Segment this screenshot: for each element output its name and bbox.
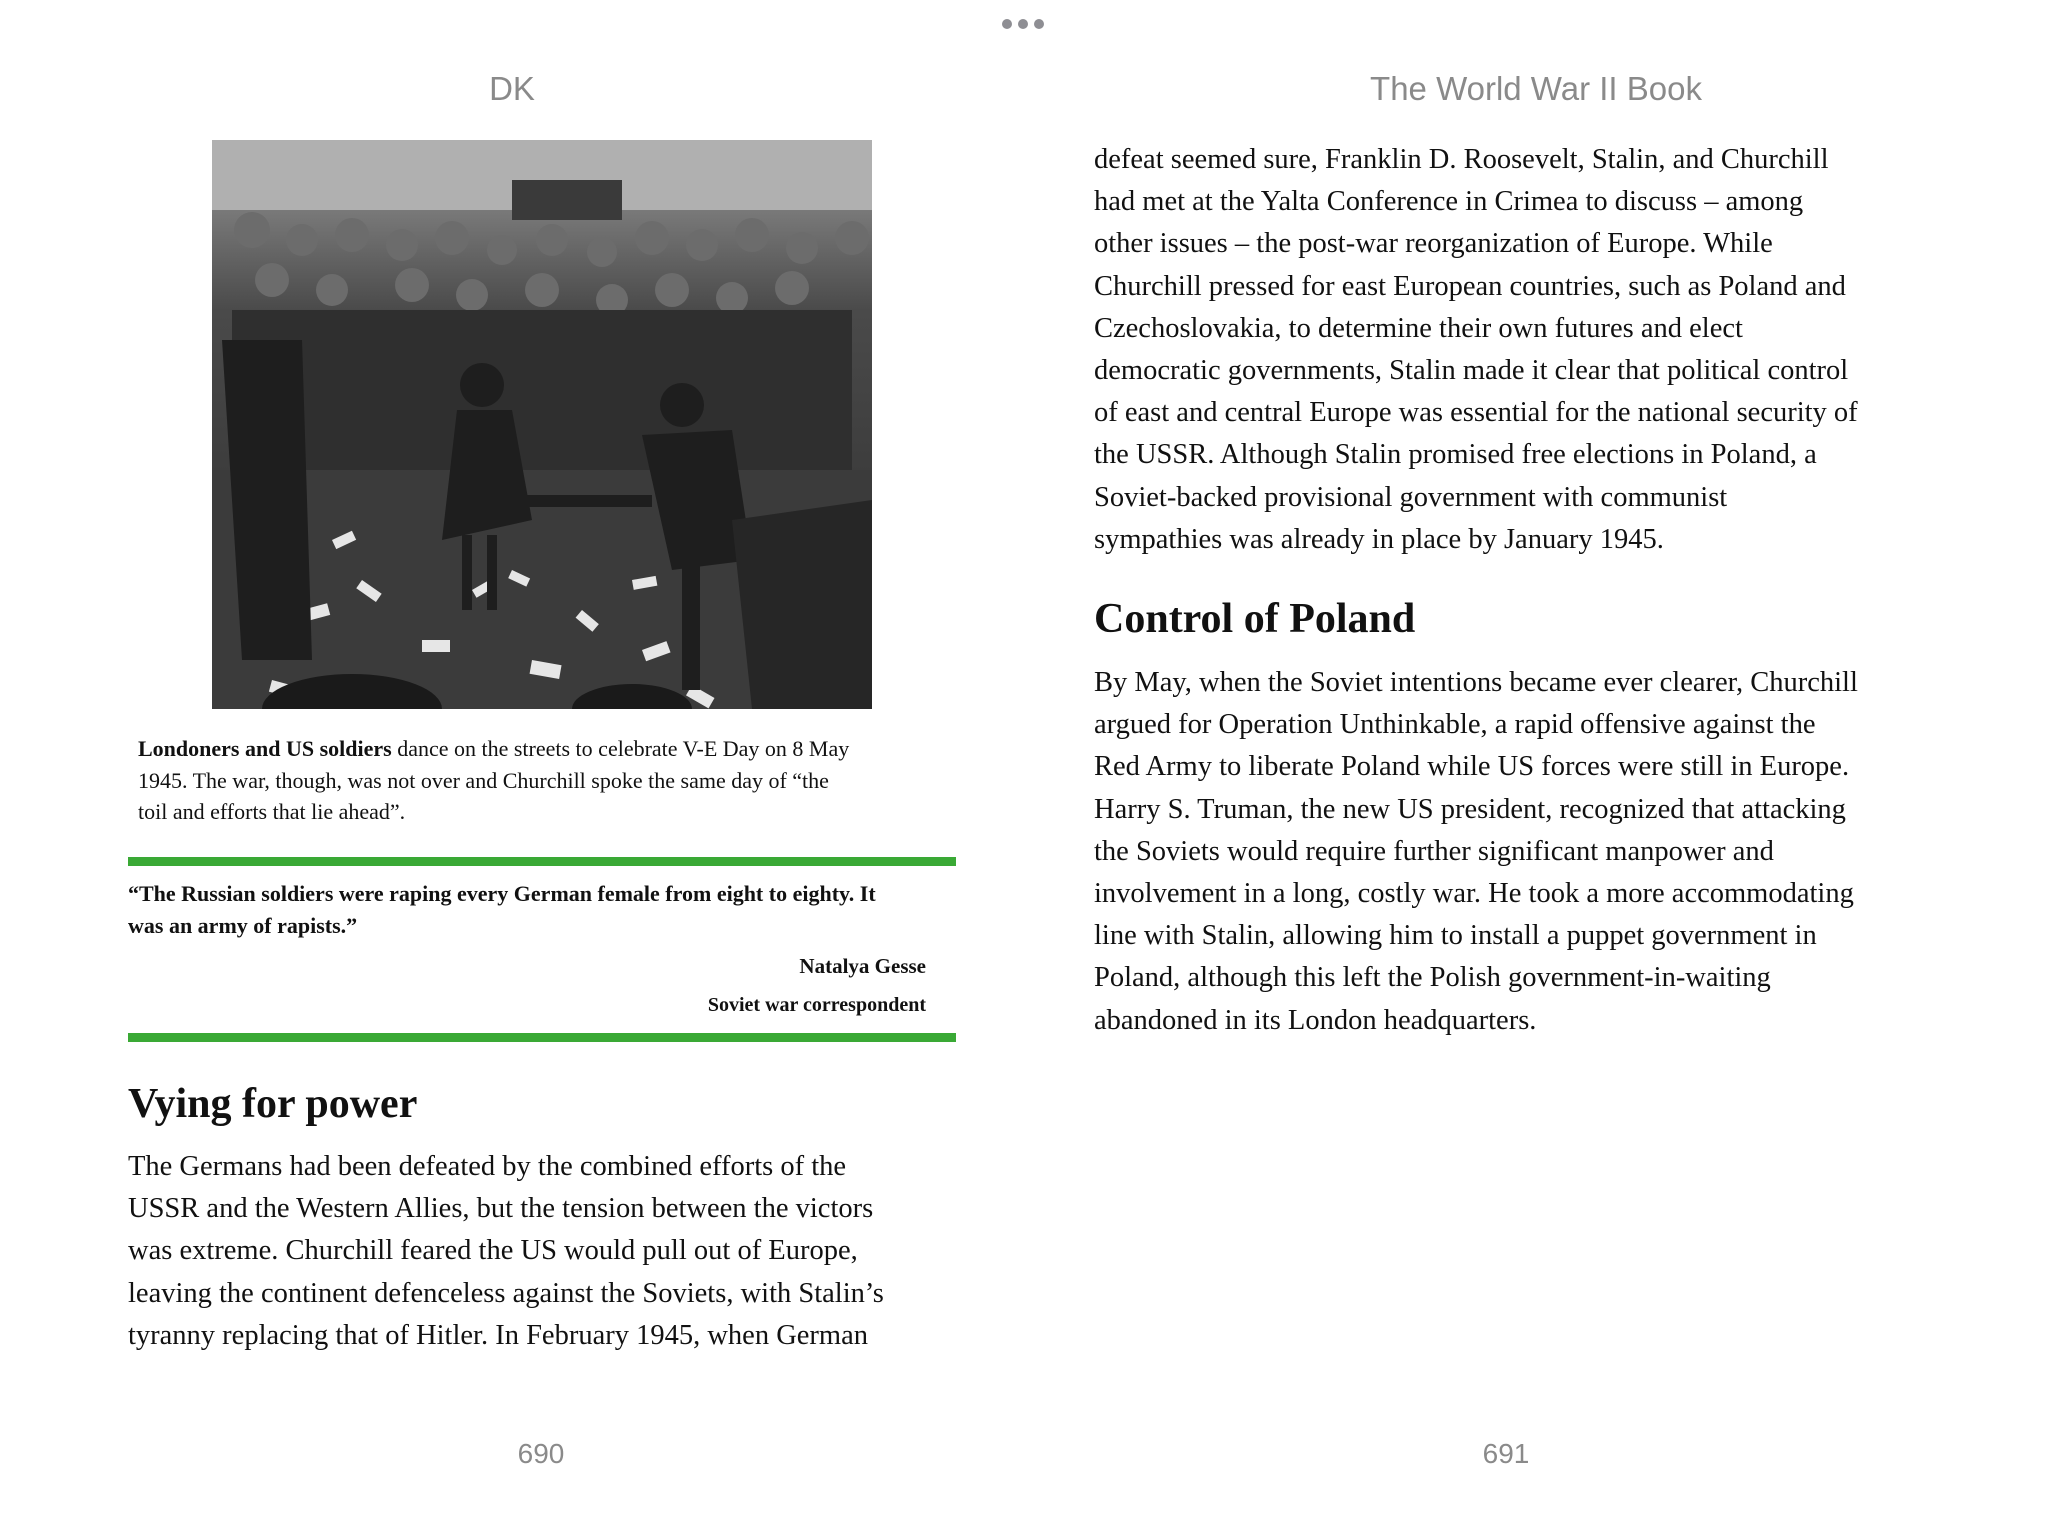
quote-line: was an army of rapists.” xyxy=(128,913,358,938)
body-line: argued for Operation Unthinkable, a rapid offensive against the xyxy=(1094,709,1816,741)
left-page-number: 690 xyxy=(517,1438,565,1469)
body-line: Czechoslovakia, to determine their own futures and elect xyxy=(1094,312,1743,344)
ellipsis-icon xyxy=(1034,19,1044,29)
body-line: Red Army to liberate Poland while US forces were still in Europe. xyxy=(1094,751,1850,783)
ellipsis-icon xyxy=(1018,19,1028,29)
right-body-text xyxy=(1094,662,1858,1042)
caption-lead: Londoners and US soldiers xyxy=(138,736,392,761)
body-line: of east and central Europe was essential for the national security of xyxy=(1094,397,1858,429)
quote-rule-top xyxy=(128,857,956,866)
body-line: other issues – the post-war reorganization of Europe. While xyxy=(1094,228,1773,260)
body-line: had met at the Yalta Conference in Crimea to discuss – among xyxy=(1094,186,1804,218)
body-line: By May, when the Soviet intentions became ever clearer, Churchill xyxy=(1094,667,1858,698)
quote-rule-bottom xyxy=(128,1033,956,1042)
body-line: defeat seemed sure, Franklin D. Roosevelt, Stalin, and Churchill xyxy=(1094,144,1829,175)
body-line: Churchill pressed for east European countries, such as Poland and xyxy=(1094,270,1846,302)
caption-text: 1945. The war, though, was not over and Churchill spoke the same day of “the xyxy=(138,767,829,793)
caption-text: dance on the streets to celebrate V-E Day on 8 May xyxy=(391,736,850,761)
quote-author-role: Soviet war correspondent xyxy=(707,994,926,1016)
left-body-text xyxy=(128,1146,884,1357)
section-heading-control-of-poland: Control of Poland xyxy=(1094,596,1416,642)
more-options-button[interactable] xyxy=(1002,19,1044,29)
photo-caption xyxy=(138,733,938,828)
body-line: Soviet-backed provisional government with communist xyxy=(1094,481,1728,513)
right-page-number: 691 xyxy=(1482,1438,1530,1469)
body-line: abandoned in its London headquarters. xyxy=(1094,1004,1537,1036)
section-heading-vying-for-power: Vying for power xyxy=(128,1081,418,1127)
body-line: The Germans had been defeated by the combined efforts of the xyxy=(128,1151,847,1182)
right-continued-text xyxy=(1094,139,1858,561)
right-running-head: The World War II Book xyxy=(1370,70,1702,107)
body-line: the Soviets would require further significant manpower and xyxy=(1094,835,1774,867)
quote-line: “The Russian soldiers were raping every German female from eight to eighty. It xyxy=(128,881,876,906)
ve-day-photo xyxy=(212,140,872,709)
body-line: tyranny replacing that of Hitler. In February 1945, when German xyxy=(128,1319,868,1351)
body-line: democratic governments, Stalin made it clear that political control xyxy=(1094,355,1849,387)
body-line: line with Stalin, allowing him to install a puppet government in xyxy=(1094,920,1817,952)
body-line: leaving the continent defenceless against the Soviets, with Stalin’s xyxy=(128,1277,884,1309)
left-running-head: DK xyxy=(489,70,535,107)
body-line: Harry S. Truman, the new US president, recognized that attacking xyxy=(1094,793,1846,825)
quote-author: Natalya Gesse xyxy=(799,954,926,978)
body-line: Poland, although this left the Polish government-in-waiting xyxy=(1094,962,1771,994)
body-line: the USSR. Although Stalin promised free elections in Poland, a xyxy=(1094,439,1817,471)
body-line: sympathies was already in place by January 1945. xyxy=(1094,523,1664,555)
body-line: USSR and the Western Allies, but the tension between the victors xyxy=(128,1193,874,1225)
body-line: involvement in a long, costly war. He took a more accommodating xyxy=(1094,878,1854,910)
caption-text: toil and efforts that lie ahead”. xyxy=(138,799,406,824)
ellipsis-icon xyxy=(1002,19,1012,29)
body-line: was extreme. Churchill feared the US would pull out of Europe, xyxy=(128,1235,858,1267)
pull-quote xyxy=(128,878,956,942)
